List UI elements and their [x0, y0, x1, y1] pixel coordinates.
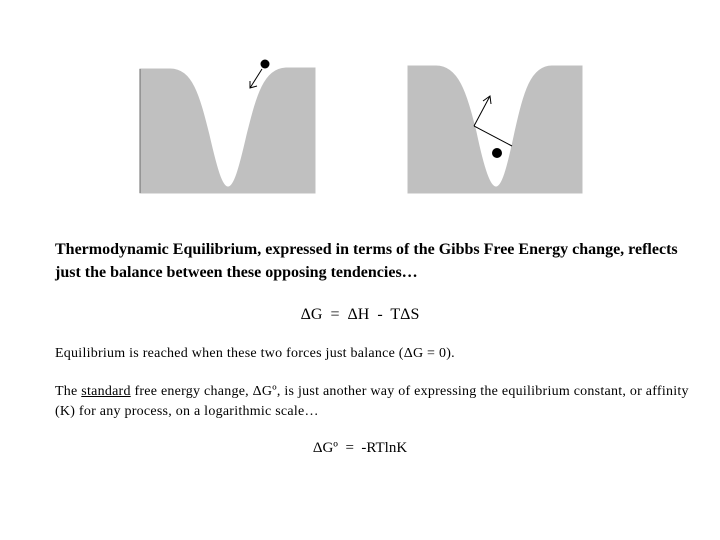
paragraph2-prefix: The: [55, 384, 82, 399]
up-left-arrow-icon: [474, 96, 512, 146]
left-energy-well-diagram: [137, 55, 319, 196]
paragraph2-suffix: free energy change, ΔGº, is just another way of expressing the equilibrium constant, or affinity (K) for any process, on a logarithmic scale…: [55, 384, 689, 419]
left-ball: [261, 60, 270, 69]
down-left-arrow-icon: [250, 69, 262, 88]
gibbs-equation: ΔG = ΔH - TΔS: [300, 306, 420, 323]
left-well-surface: [140, 68, 315, 193]
equilibrium-constant-equation: ΔGº = -RTlnK: [312, 440, 408, 456]
standard-underlined-word: standard: [81, 384, 131, 399]
equilibrium-paragraph: Equilibrium is reached when these two forces just balance (ΔG = 0).: [55, 346, 455, 361]
heading-text: Thermodynamic Equilibrium, expressed in terms of the Gibbs Free Energy change, reflects just the balance between these opposing tendencies…: [55, 241, 678, 281]
right-well-surface: [408, 66, 582, 193]
right-ball: [492, 148, 502, 158]
right-energy-well-diagram: [406, 62, 584, 196]
standard-free-energy-paragraph: [55, 382, 695, 422]
